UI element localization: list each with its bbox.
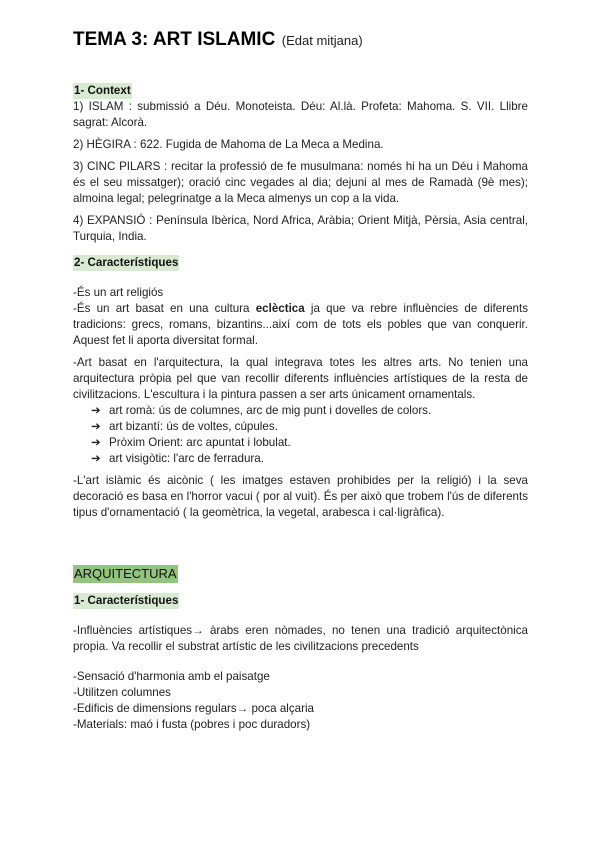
list-item: ➔ art romà: ús de columnes, arc de mig punt i dovelles de colors. [91, 404, 432, 417]
eclectic-bold-word: eclèctica [255, 302, 305, 315]
artistic-influences-paragraph: -Influències artístiques→ àrabs eren nòmades, no tenen una tradició arquitectònica propia. Va recollir el substrat artístic de les civilitzacions precedents [73, 624, 528, 653]
context-section [73, 83, 528, 245]
eclectic-paragraph: -És un art basat en una cultura eclèctica ja que va rebre influències de diferents tradicions: grecs, romans, bizantins...així com de tots els pobles que van conquerir. Aquest fet li aporta diversitat formal. [73, 302, 529, 347]
arrow-icon: ➔ [91, 404, 101, 417]
document-title [73, 29, 363, 51]
context-item-islam: 1) ISLAM : submissió a Déu. Monoteista. Déu: Al.là. Profeta: Mahoma. S. VII. Llibre sagrat: Alcorà. [73, 100, 528, 129]
religious-art-line: -És un art religiós [73, 286, 164, 299]
context-item-expansion: 4) EXPANSIÓ : Península Ibèrica, Nord Africa, Aràbia; Orient Mitjà, Pèrsia, Asia central, Turquia, India. [73, 214, 528, 243]
feature-line: -Materials: maó i fusta (pobres i poc duradors) [73, 718, 311, 731]
influences-list [73, 403, 528, 467]
architecture-section [73, 565, 528, 733]
arrow-icon: ➔ [91, 420, 101, 433]
arrow-icon: ➔ [91, 452, 101, 465]
document-body [73, 83, 528, 733]
title-main: TEMA 3: ART ISLAMIC [73, 29, 276, 50]
characteristics-section [73, 255, 528, 521]
architecture-based-paragraph: -Art basat en l'arquitectura, la qual integrava totes les altres arts. No tenien una arquitectura pròpia pel que van recollir diferents influències artístiques de la resta de civilitzacions. L'escultura i la pintura passen a ser arts únicament ornamentals. [73, 356, 528, 401]
list-item: ➔ Pròxim Orient: arc apuntat i lobulat. [91, 436, 291, 449]
context-heading: 1- Context [74, 84, 131, 97]
feature-line: -Edificis de dimensions regulars→ poca alçaria [73, 702, 315, 715]
title-subtitle: (Edat mitjana) [281, 33, 363, 48]
context-item-pillars: 3) CINC PILARS : recitar la professió de fe musulmana: només hi ha un Déu i Mahoma és el seu missatger); oració cinc vegades al dia; dejuni al mes de Ramadà (9è mes); almoina legal; pelegrinatge a la Meca almenys un cop a la vida. [73, 160, 528, 205]
characteristics-heading: 2- Característiques [74, 256, 179, 269]
architecture-section-title: ARQUITECTURA [74, 566, 177, 581]
feature-line: -Sensació d'harmonia amb el paisatge [73, 670, 270, 683]
list-item: ➔ art visigòtic: l'arc de ferradura. [91, 452, 264, 465]
aniconic-paragraph: -L'art islàmic és aicònic ( les imatges estaven prohibides per la religió) i la seva decoració es basa en l'horror vacui ( por al vuit). És per això que trobem l'ús de diferents tipus d'ornamentació ( la geomètrica, la vegetal, arabesca i cal·ligràfica). [73, 474, 528, 519]
arrow-icon: ➔ [91, 436, 101, 449]
context-item-hegira: 2) HÈGIRA : 622. Fugida de Mahoma de La Meca a Medina. [73, 138, 384, 151]
architecture-characteristics-heading: 1- Característiques [74, 594, 179, 607]
feature-line: -Utilitzen columnes [73, 686, 171, 699]
list-item: ➔ art bizantí: ús de voltes, cúpules. [91, 420, 278, 433]
